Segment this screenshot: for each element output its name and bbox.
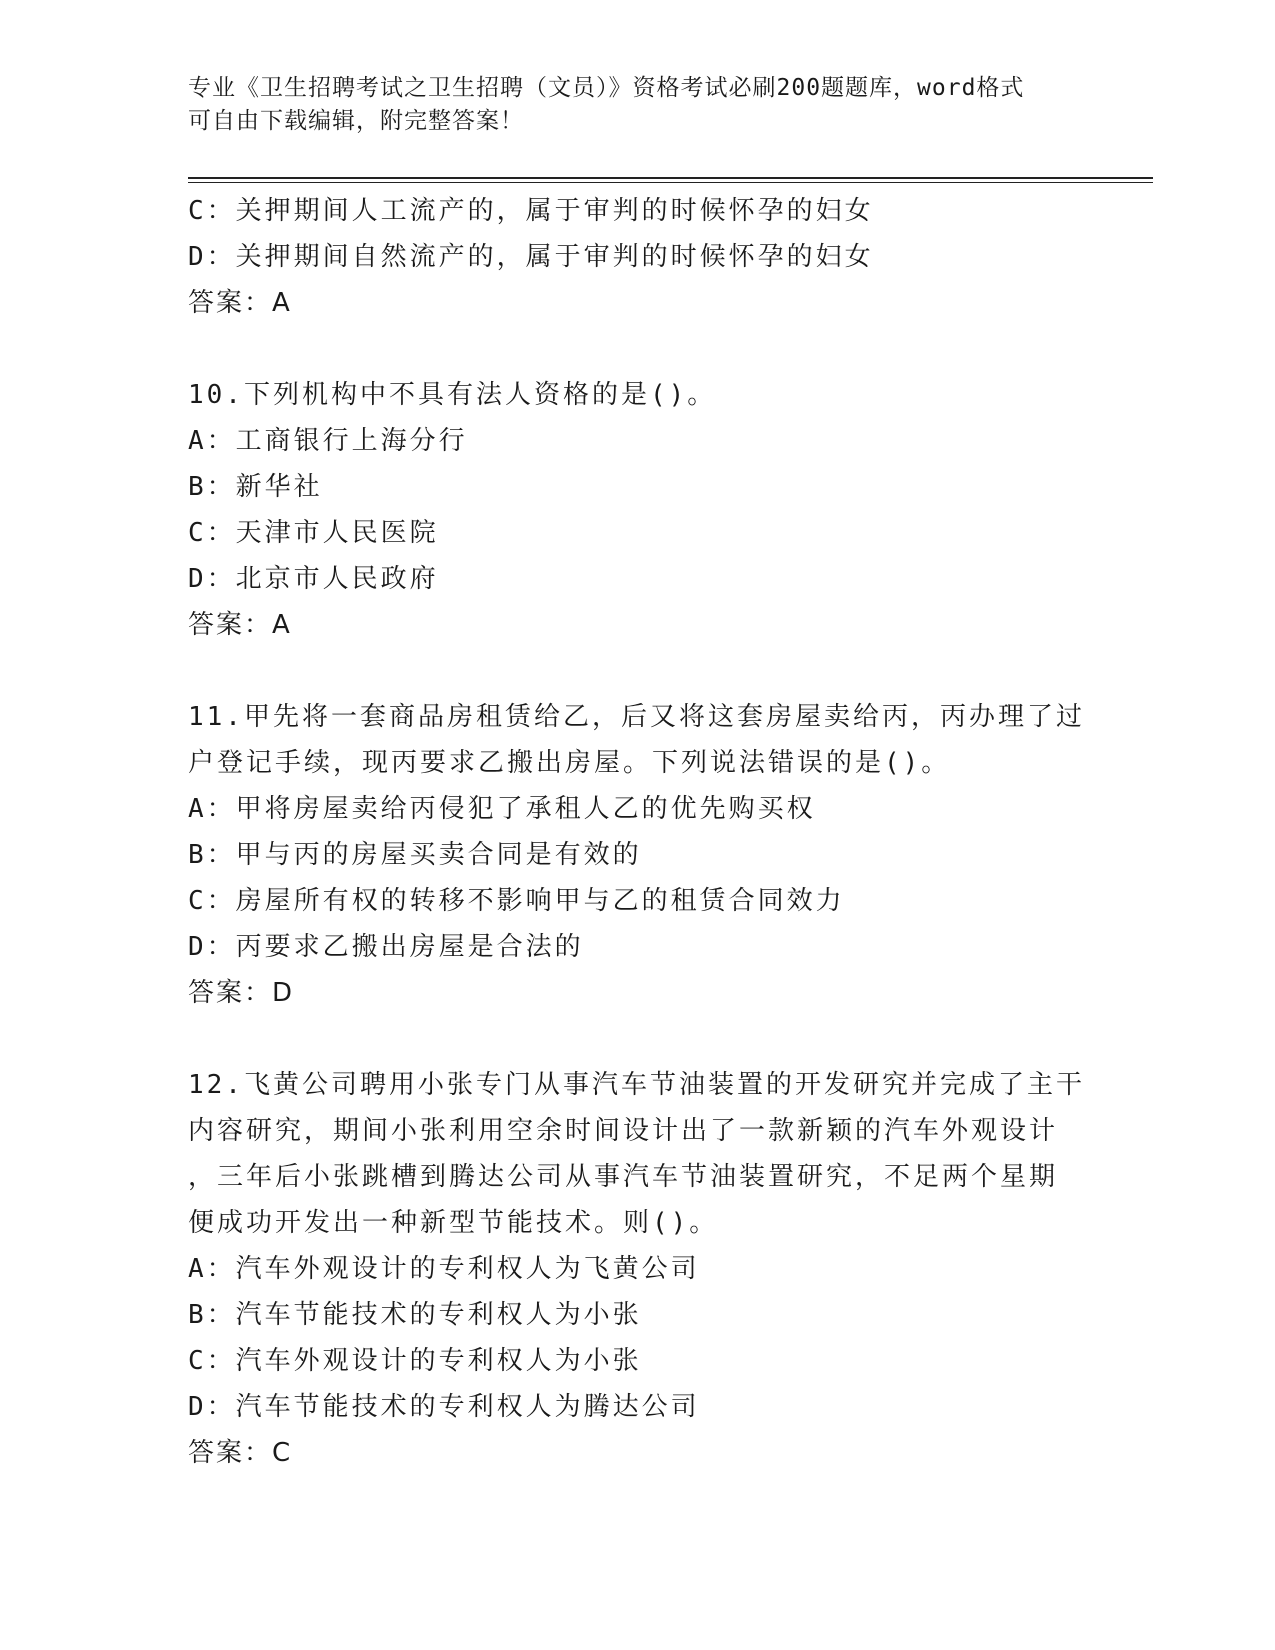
option-d: D：汽车节能技术的专利权人为腾达公司 xyxy=(188,1392,700,1422)
question-stem: 10.下列机构中不具有法人资格的是()。 xyxy=(188,380,717,410)
question-stem-line-1: 12.飞黄公司聘用小张专门从事汽车节油装置的开发研究并完成了主干 xyxy=(188,1070,1085,1100)
option-c: C：关押期间人工流产的，属于审判的时候怀孕的妇女 xyxy=(188,196,874,226)
header-line-1: 专业《卫生招聘考试之卫生招聘（文员）》资格考试必刷200题题库，word格式 xyxy=(188,75,1025,101)
question-12 xyxy=(188,1062,1148,1476)
option-a: A：工商银行上海分行 xyxy=(188,426,468,456)
option-d: D：关押期间自然流产的，属于审判的时候怀孕的妇女 xyxy=(188,242,874,272)
page-header xyxy=(188,72,1068,138)
option-b: B：甲与丙的房屋买卖合同是有效的 xyxy=(188,840,642,870)
spacer xyxy=(188,326,1148,372)
question-list xyxy=(188,188,1148,1476)
question-stem-line-4: 便成功开发出一种新型节能技术。则()。 xyxy=(188,1208,719,1238)
answer-line: 答案：D xyxy=(188,978,295,1008)
question-stem-line-3: ，三年后小张跳槽到腾达公司从事汽车节油装置研究，不足两个星期 xyxy=(188,1162,1059,1192)
header-rule-thick xyxy=(188,177,1153,179)
option-c: C：房屋所有权的转移不影响甲与乙的租赁合同效力 xyxy=(188,886,845,916)
question-stem-line-2: 户登记手续，现丙要求乙搬出房屋。下列说法错误的是()。 xyxy=(188,748,951,778)
answer-line: 答案：C xyxy=(188,1438,293,1468)
option-a: A：甲将房屋卖给丙侵犯了承租人乙的优先购买权 xyxy=(188,794,816,824)
question-11 xyxy=(188,694,1148,1016)
question-stem-line-1: 11.甲先将一套商品房租赁给乙，后又将这套房屋卖给丙，丙办理了过 xyxy=(188,702,1085,732)
option-c: C：天津市人民医院 xyxy=(188,518,439,548)
option-d: D：丙要求乙搬出房屋是合法的 xyxy=(188,932,584,962)
header-line-2: 可自由下载编辑，附完整答案！ xyxy=(188,108,524,134)
spacer xyxy=(188,648,1148,694)
question-stem-line-2: 内容研究，期间小张利用空余时间设计出了一款新颖的汽车外观设计 xyxy=(188,1116,1059,1146)
option-d: D：北京市人民政府 xyxy=(188,564,439,594)
option-b: B：新华社 xyxy=(188,472,323,502)
option-a: A：汽车外观设计的专利权人为飞黄公司 xyxy=(188,1254,700,1284)
answer-line: 答案：A xyxy=(188,610,292,640)
spacer xyxy=(188,1016,1148,1062)
option-c: C：汽车外观设计的专利权人为小张 xyxy=(188,1346,642,1376)
question-10 xyxy=(188,372,1148,648)
option-b: B：汽车节能技术的专利权人为小张 xyxy=(188,1300,642,1330)
answer-line: 答案：A xyxy=(188,288,292,318)
header-rule-thin xyxy=(188,182,1153,183)
question-9-tail xyxy=(188,188,1148,326)
